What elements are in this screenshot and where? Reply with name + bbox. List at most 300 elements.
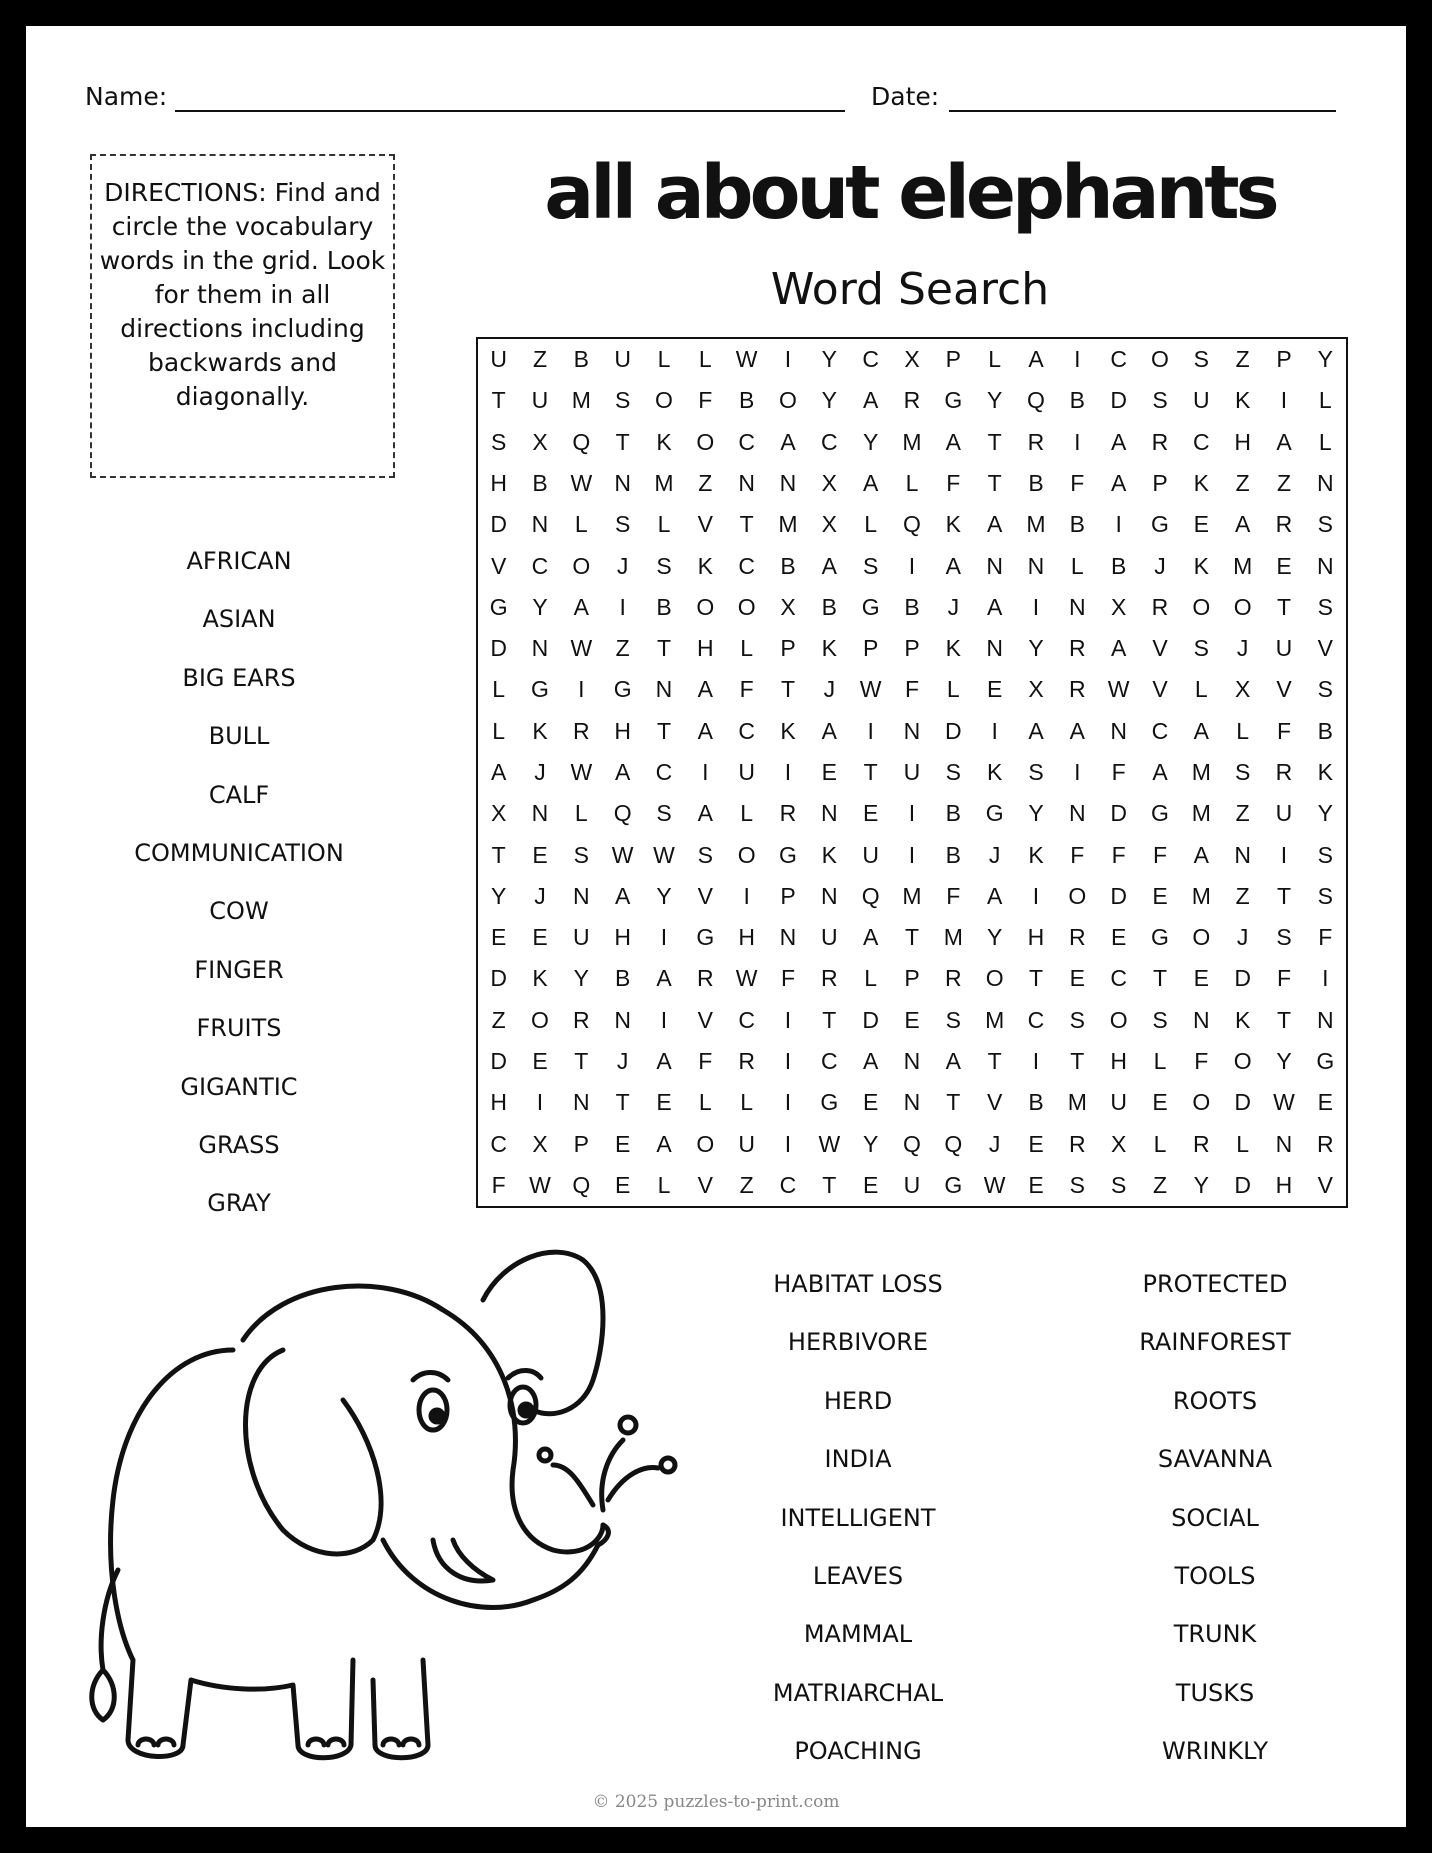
grid-cell[interactable]: I xyxy=(1115,511,1122,538)
grid-cell[interactable]: L xyxy=(1318,428,1332,455)
grid-cell[interactable]: O xyxy=(531,1006,549,1033)
grid-cell[interactable]: E xyxy=(1152,1089,1168,1116)
grid-cell[interactable]: L xyxy=(1153,1130,1167,1157)
grid-cell[interactable]: G xyxy=(944,1171,963,1198)
grid-cell[interactable]: Y xyxy=(1193,1171,1209,1198)
grid-cell[interactable]: Q xyxy=(572,1171,591,1198)
grid-cell[interactable]: I xyxy=(1032,882,1040,909)
grid-cell[interactable]: O xyxy=(1192,593,1211,620)
grid-cell[interactable]: S xyxy=(614,511,631,538)
grid-cell[interactable]: L xyxy=(1236,1130,1250,1157)
grid-cell[interactable]: A xyxy=(986,882,1003,909)
grid-cell[interactable]: X xyxy=(1234,676,1251,703)
grid-cell[interactable]: S xyxy=(1234,758,1251,785)
grid-cell[interactable]: L xyxy=(740,1089,754,1116)
grid-cell[interactable]: W xyxy=(818,1130,841,1157)
grid-cell[interactable]: N xyxy=(1069,593,1086,620)
grid-cell[interactable]: I xyxy=(784,1006,792,1033)
grid-cell[interactable]: X xyxy=(532,1130,548,1157)
grid-cell[interactable]: R xyxy=(1193,1130,1210,1157)
grid-cell[interactable]: L xyxy=(698,346,712,373)
grid-cell[interactable]: E xyxy=(614,1130,631,1157)
grid-cell[interactable]: R xyxy=(903,387,921,414)
grid-cell[interactable]: X xyxy=(532,428,548,455)
grid-cell[interactable]: O xyxy=(1151,346,1169,373)
grid-cell[interactable]: T xyxy=(739,511,754,538)
grid-cell[interactable]: D xyxy=(490,635,507,662)
grid-cell[interactable]: X xyxy=(1110,593,1127,620)
grid-cell[interactable]: T xyxy=(780,676,796,703)
grid-cell[interactable]: M xyxy=(1191,758,1211,785)
grid-cell[interactable]: E xyxy=(1069,965,1085,992)
grid-cell[interactable]: M xyxy=(1191,882,1211,909)
grid-cell[interactable]: A xyxy=(1276,428,1292,455)
grid-cell[interactable]: W xyxy=(529,1171,551,1198)
grid-cell[interactable]: E xyxy=(986,676,1003,703)
grid-cell[interactable]: J xyxy=(534,758,546,785)
grid-cell[interactable]: F xyxy=(1194,1047,1209,1074)
grid-cell[interactable]: G xyxy=(489,593,508,620)
grid-cell[interactable]: I xyxy=(1074,758,1081,785)
grid-cell[interactable]: L xyxy=(492,717,506,744)
grid-cell[interactable]: N xyxy=(1234,841,1251,868)
grid-cell[interactable]: W xyxy=(611,841,634,868)
grid-cell[interactable]: C xyxy=(738,552,755,579)
grid-cell[interactable]: L xyxy=(864,965,878,992)
grid-cell[interactable]: L xyxy=(1236,717,1250,744)
grid-cell[interactable]: Y xyxy=(986,387,1003,414)
grid-cell[interactable]: W xyxy=(570,635,593,662)
grid-cell[interactable]: O xyxy=(985,965,1004,992)
grid-cell[interactable]: S xyxy=(1317,676,1333,703)
grid-cell[interactable]: U xyxy=(614,346,631,373)
grid-cell[interactable]: N xyxy=(1275,1130,1293,1157)
grid-cell[interactable]: I xyxy=(743,882,750,909)
grid-cell[interactable]: T xyxy=(822,1006,837,1033)
grid-cell[interactable]: K xyxy=(986,758,1003,785)
grid-cell[interactable]: C xyxy=(490,1130,507,1157)
grid-cell[interactable]: R xyxy=(573,717,590,744)
grid-cell[interactable]: B xyxy=(1110,552,1127,579)
grid-cell[interactable]: N xyxy=(531,800,549,827)
grid-cell[interactable]: O xyxy=(1068,882,1087,909)
grid-cell[interactable]: H xyxy=(1234,428,1251,455)
grid-cell[interactable]: T xyxy=(615,428,630,455)
grid-cell[interactable]: K xyxy=(656,428,672,455)
grid-cell[interactable]: D xyxy=(862,1006,879,1033)
grid-cell[interactable]: J xyxy=(1236,635,1249,662)
grid-cell[interactable]: L xyxy=(905,469,919,496)
grid-cell[interactable]: M xyxy=(985,1006,1005,1033)
grid-cell[interactable]: U xyxy=(490,346,507,373)
grid-cell[interactable]: V xyxy=(1317,635,1333,662)
grid-cell[interactable]: E xyxy=(1193,965,1209,992)
grid-cell[interactable]: U xyxy=(862,841,879,868)
grid-cell[interactable]: K xyxy=(532,717,548,744)
grid-cell[interactable]: J xyxy=(1236,924,1249,951)
grid-cell[interactable]: I xyxy=(991,717,998,744)
grid-cell[interactable]: R xyxy=(1069,1130,1086,1157)
grid-cell[interactable]: E xyxy=(862,800,879,827)
grid-cell[interactable]: E xyxy=(656,1089,672,1116)
grid-cell[interactable]: Y xyxy=(1317,346,1333,373)
grid-cell[interactable]: S xyxy=(862,552,879,579)
grid-cell[interactable]: R xyxy=(1151,428,1169,455)
grid-cell[interactable]: C xyxy=(738,1006,755,1033)
grid-cell[interactable]: D xyxy=(1110,882,1127,909)
grid-cell[interactable]: O xyxy=(1192,924,1211,951)
grid-cell[interactable]: O xyxy=(737,841,756,868)
grid-cell[interactable]: O xyxy=(696,1130,715,1157)
grid-cell[interactable]: G xyxy=(820,1089,839,1116)
grid-cell[interactable]: Q xyxy=(1027,387,1045,414)
grid-cell[interactable]: F xyxy=(946,882,961,909)
grid-cell[interactable]: A xyxy=(614,882,631,909)
grid-cell[interactable]: W xyxy=(735,346,758,373)
grid-cell[interactable]: Y xyxy=(986,924,1003,951)
grid-cell[interactable]: I xyxy=(784,346,792,373)
grid-cell[interactable]: T xyxy=(1276,882,1292,909)
grid-cell[interactable]: C xyxy=(1110,965,1127,992)
grid-cell[interactable]: R xyxy=(1317,1130,1334,1157)
grid-cell[interactable]: U xyxy=(1193,387,1210,414)
grid-cell[interactable]: T xyxy=(1276,1006,1292,1033)
grid-cell[interactable]: I xyxy=(1032,1047,1040,1074)
grid-cell[interactable]: P xyxy=(780,635,796,662)
grid-cell[interactable]: M xyxy=(1026,511,1046,538)
grid-cell[interactable]: G xyxy=(613,676,632,703)
grid-cell[interactable]: O xyxy=(1233,593,1252,620)
grid-cell[interactable]: I xyxy=(1280,841,1288,868)
grid-cell[interactable]: X xyxy=(490,800,507,827)
grid-cell[interactable]: F xyxy=(739,676,754,703)
grid-cell[interactable]: Z xyxy=(491,1006,506,1033)
grid-cell[interactable]: K xyxy=(697,552,713,579)
grid-cell[interactable]: A xyxy=(986,511,1003,538)
grid-cell[interactable]: Z xyxy=(1152,1171,1168,1198)
grid-cell[interactable]: Y xyxy=(1317,800,1333,827)
grid-cell[interactable]: W xyxy=(1107,676,1130,703)
grid-cell[interactable]: E xyxy=(532,841,548,868)
grid-cell[interactable]: U xyxy=(821,924,838,951)
grid-cell[interactable]: Y xyxy=(656,882,672,909)
grid-cell[interactable]: I xyxy=(1074,346,1081,373)
grid-cell[interactable]: F xyxy=(904,676,920,703)
grid-cell[interactable]: X xyxy=(1110,1130,1127,1157)
grid-cell[interactable]: H xyxy=(490,469,507,496)
grid-cell[interactable]: O xyxy=(737,593,756,620)
grid-cell[interactable]: L xyxy=(657,346,671,373)
grid-cell[interactable]: O xyxy=(1233,1047,1252,1074)
grid-cell[interactable]: Y xyxy=(862,1130,879,1157)
grid-cell[interactable]: N xyxy=(779,469,797,496)
grid-cell[interactable]: A xyxy=(780,428,796,455)
grid-cell[interactable]: S xyxy=(1276,924,1292,951)
grid-cell[interactable]: S xyxy=(697,841,713,868)
grid-cell[interactable]: P xyxy=(1152,469,1168,496)
grid-cell[interactable]: R xyxy=(1275,758,1293,785)
grid-cell[interactable]: C xyxy=(655,758,673,785)
grid-cell[interactable]: U xyxy=(738,1130,755,1157)
grid-cell[interactable]: N xyxy=(779,924,797,951)
grid-cell[interactable]: F xyxy=(780,965,796,992)
grid-cell[interactable]: L xyxy=(657,511,671,538)
grid-cell[interactable]: V xyxy=(697,882,713,909)
grid-cell[interactable]: T xyxy=(1070,1047,1085,1074)
grid-cell[interactable]: F xyxy=(1111,841,1126,868)
grid-cell[interactable]: S xyxy=(656,800,672,827)
grid-cell[interactable]: K xyxy=(1234,1006,1251,1033)
grid-cell[interactable]: G xyxy=(1151,800,1169,827)
grid-cell[interactable]: Q xyxy=(903,1130,921,1157)
grid-cell[interactable]: S xyxy=(1317,882,1333,909)
grid-cell[interactable]: C xyxy=(862,346,879,373)
grid-cell[interactable]: L xyxy=(988,346,1002,373)
grid-cell[interactable]: T xyxy=(822,1171,837,1198)
grid-cell[interactable]: G xyxy=(861,593,880,620)
grid-cell[interactable]: J xyxy=(988,1130,1001,1157)
grid-cell[interactable]: N xyxy=(1317,1006,1334,1033)
grid-cell[interactable]: N xyxy=(986,552,1003,579)
grid-cell[interactable]: P xyxy=(780,882,796,909)
grid-cell[interactable]: B xyxy=(1069,387,1085,414)
grid-cell[interactable]: T xyxy=(656,635,672,662)
grid-cell[interactable]: R xyxy=(1069,676,1086,703)
grid-cell[interactable]: T xyxy=(987,1047,1002,1074)
grid-cell[interactable]: L xyxy=(657,1171,671,1198)
grid-cell[interactable]: M xyxy=(571,387,591,414)
grid-cell[interactable]: E xyxy=(1276,552,1292,579)
grid-cell[interactable]: O xyxy=(1109,1006,1128,1033)
grid-cell[interactable]: E xyxy=(532,1047,548,1074)
grid-cell[interactable]: A xyxy=(862,387,879,414)
grid-cell[interactable]: L xyxy=(946,676,960,703)
grid-cell[interactable]: X xyxy=(780,593,796,620)
grid-cell[interactable]: P xyxy=(1276,346,1292,373)
grid-cell[interactable]: Q xyxy=(944,1130,963,1157)
grid-cell[interactable]: B xyxy=(945,800,961,827)
grid-cell[interactable]: N xyxy=(531,511,549,538)
grid-cell[interactable]: U xyxy=(573,924,590,951)
grid-cell[interactable]: I xyxy=(1074,428,1081,455)
grid-cell[interactable]: Y xyxy=(532,593,548,620)
grid-cell[interactable]: M xyxy=(1233,552,1253,579)
grid-cell[interactable]: I xyxy=(536,1089,544,1116)
grid-cell[interactable]: K xyxy=(780,717,796,744)
grid-cell[interactable]: A xyxy=(1028,717,1044,744)
grid-cell[interactable]: R xyxy=(697,965,714,992)
grid-cell[interactable]: F xyxy=(1070,469,1085,496)
grid-cell[interactable]: A xyxy=(945,1047,961,1074)
grid-cell[interactable]: A xyxy=(945,552,961,579)
grid-cell[interactable]: B xyxy=(821,593,837,620)
grid-cell[interactable]: V xyxy=(697,511,713,538)
grid-cell[interactable]: F xyxy=(698,387,713,414)
grid-cell[interactable]: M xyxy=(778,511,798,538)
grid-cell[interactable]: N xyxy=(573,1089,590,1116)
grid-cell[interactable]: D xyxy=(1110,387,1127,414)
grid-cell[interactable]: Z xyxy=(615,635,630,662)
grid-cell[interactable]: J xyxy=(616,1047,629,1074)
grid-cell[interactable]: T xyxy=(904,924,920,951)
grid-cell[interactable]: D xyxy=(490,511,507,538)
grid-cell[interactable]: J xyxy=(616,552,629,579)
grid-cell[interactable]: Y xyxy=(1028,635,1044,662)
grid-cell[interactable]: T xyxy=(987,469,1002,496)
grid-cell[interactable]: C xyxy=(1027,1006,1045,1033)
grid-cell[interactable]: G xyxy=(944,387,963,414)
grid-cell[interactable]: C xyxy=(738,428,755,455)
grid-cell[interactable]: V xyxy=(1152,676,1168,703)
grid-cell[interactable]: U xyxy=(1110,1089,1127,1116)
grid-cell[interactable]: N xyxy=(1317,469,1334,496)
grid-cell[interactable]: I xyxy=(784,1089,792,1116)
grid-cell[interactable]: R xyxy=(1069,924,1086,951)
grid-cell[interactable]: F xyxy=(698,1047,713,1074)
grid-cell[interactable]: I xyxy=(660,1006,668,1033)
grid-cell[interactable]: S xyxy=(1193,635,1209,662)
grid-cell[interactable]: N xyxy=(1317,552,1334,579)
grid-cell[interactable]: F xyxy=(1318,924,1333,951)
grid-cell[interactable]: A xyxy=(862,469,879,496)
grid-cell[interactable]: D xyxy=(490,965,507,992)
grid-cell[interactable]: S xyxy=(1193,346,1209,373)
grid-cell[interactable]: Y xyxy=(821,387,837,414)
grid-cell[interactable]: A xyxy=(490,758,507,785)
grid-cell[interactable]: J xyxy=(988,841,1001,868)
grid-cell[interactable]: D xyxy=(1234,1089,1251,1116)
grid-cell[interactable]: A xyxy=(986,593,1003,620)
grid-cell[interactable]: I xyxy=(1322,965,1329,992)
name-field-line[interactable] xyxy=(175,110,845,112)
grid-cell[interactable]: A xyxy=(656,965,672,992)
grid-cell[interactable]: A xyxy=(821,717,837,744)
grid-cell[interactable]: X xyxy=(821,469,837,496)
grid-cell[interactable]: I xyxy=(784,758,792,785)
grid-cell[interactable]: H xyxy=(1275,1171,1293,1198)
grid-cell[interactable]: E xyxy=(1152,882,1168,909)
grid-cell[interactable]: F xyxy=(1111,758,1126,785)
grid-cell[interactable]: T xyxy=(491,387,506,414)
grid-cell[interactable]: N xyxy=(903,717,921,744)
grid-cell[interactable]: T xyxy=(863,758,878,785)
grid-cell[interactable]: G xyxy=(985,800,1004,827)
grid-cell[interactable]: O xyxy=(655,387,673,414)
grid-cell[interactable]: C xyxy=(1110,346,1127,373)
grid-cell[interactable]: B xyxy=(780,552,796,579)
grid-cell[interactable]: L xyxy=(574,800,588,827)
grid-cell[interactable]: A xyxy=(1110,635,1127,662)
grid-cell[interactable]: Z xyxy=(1235,469,1250,496)
grid-cell[interactable]: A xyxy=(1234,511,1251,538)
grid-cell[interactable]: I xyxy=(1280,387,1288,414)
grid-cell[interactable]: A xyxy=(573,593,589,620)
grid-cell[interactable]: O xyxy=(696,428,715,455)
grid-cell[interactable]: I xyxy=(1032,593,1040,620)
grid-cell[interactable]: J xyxy=(1154,552,1166,579)
grid-cell[interactable]: Z xyxy=(1276,469,1292,496)
grid-cell[interactable]: D xyxy=(490,1047,507,1074)
grid-cell[interactable]: Y xyxy=(821,346,837,373)
grid-cell[interactable]: I xyxy=(702,758,709,785)
grid-cell[interactable]: I xyxy=(660,924,668,951)
grid-cell[interactable]: E xyxy=(490,924,507,951)
grid-cell[interactable]: D xyxy=(1110,800,1127,827)
grid-cell[interactable]: I xyxy=(908,841,916,868)
grid-cell[interactable]: D xyxy=(945,717,962,744)
grid-cell[interactable]: F xyxy=(946,469,961,496)
grid-cell[interactable]: W xyxy=(1273,1089,1295,1116)
grid-cell[interactable]: A xyxy=(656,1130,672,1157)
grid-cell[interactable]: R xyxy=(1069,635,1086,662)
grid-cell[interactable]: U xyxy=(903,1171,921,1198)
grid-cell[interactable]: S xyxy=(945,758,961,785)
grid-cell[interactable]: N xyxy=(1110,717,1127,744)
grid-cell[interactable]: A xyxy=(862,924,879,951)
grid-cell[interactable]: I xyxy=(908,552,916,579)
grid-cell[interactable]: N xyxy=(531,635,549,662)
grid-cell[interactable]: E xyxy=(614,1171,631,1198)
grid-cell[interactable]: W xyxy=(570,469,593,496)
grid-cell[interactable]: K xyxy=(821,635,837,662)
grid-cell[interactable]: H xyxy=(614,717,631,744)
grid-cell[interactable]: A xyxy=(821,552,837,579)
grid-cell[interactable]: X xyxy=(1028,676,1044,703)
grid-cell[interactable]: M xyxy=(943,924,963,951)
grid-cell[interactable]: S xyxy=(573,841,589,868)
grid-cell[interactable]: N xyxy=(903,1047,921,1074)
grid-cell[interactable]: E xyxy=(862,1089,879,1116)
grid-cell[interactable]: T xyxy=(615,1089,630,1116)
grid-cell[interactable]: W xyxy=(859,676,882,703)
grid-cell[interactable]: N xyxy=(1069,800,1086,827)
grid-cell[interactable]: G xyxy=(1151,924,1169,951)
grid-cell[interactable]: U xyxy=(903,758,921,785)
grid-cell[interactable]: O xyxy=(696,593,715,620)
grid-cell[interactable]: A xyxy=(1110,469,1127,496)
grid-cell[interactable]: A xyxy=(697,717,713,744)
grid-cell[interactable]: K xyxy=(945,511,961,538)
grid-cell[interactable]: S xyxy=(1317,593,1333,620)
grid-cell[interactable]: M xyxy=(654,469,674,496)
grid-cell[interactable]: A xyxy=(656,1047,672,1074)
grid-cell[interactable]: L xyxy=(698,1089,712,1116)
grid-cell[interactable]: Y xyxy=(1028,800,1044,827)
grid-cell[interactable]: M xyxy=(902,882,922,909)
grid-cell[interactable]: Z xyxy=(1235,882,1250,909)
grid-cell[interactable]: R xyxy=(821,965,838,992)
grid-cell[interactable]: L xyxy=(1194,676,1208,703)
grid-cell[interactable]: R xyxy=(1027,428,1045,455)
grid-cell[interactable]: H xyxy=(490,1089,507,1116)
grid-cell[interactable]: A xyxy=(1152,758,1168,785)
grid-cell[interactable]: L xyxy=(1153,1047,1167,1074)
grid-cell[interactable]: S xyxy=(1069,1171,1085,1198)
grid-cell[interactable]: B xyxy=(1028,469,1044,496)
grid-cell[interactable]: Z xyxy=(1235,346,1250,373)
grid-cell[interactable]: X xyxy=(821,511,837,538)
grid-cell[interactable]: B xyxy=(1028,1089,1044,1116)
grid-cell[interactable]: M xyxy=(1067,1089,1087,1116)
grid-cell[interactable]: O xyxy=(779,387,797,414)
grid-cell[interactable]: J xyxy=(823,676,836,703)
grid-cell[interactable]: A xyxy=(1193,717,1209,744)
grid-cell[interactable]: T xyxy=(1152,965,1168,992)
grid-cell[interactable]: K xyxy=(945,635,961,662)
grid-cell[interactable]: F xyxy=(1276,717,1292,744)
grid-cell[interactable]: A xyxy=(1069,717,1085,744)
grid-cell[interactable]: I xyxy=(908,800,916,827)
